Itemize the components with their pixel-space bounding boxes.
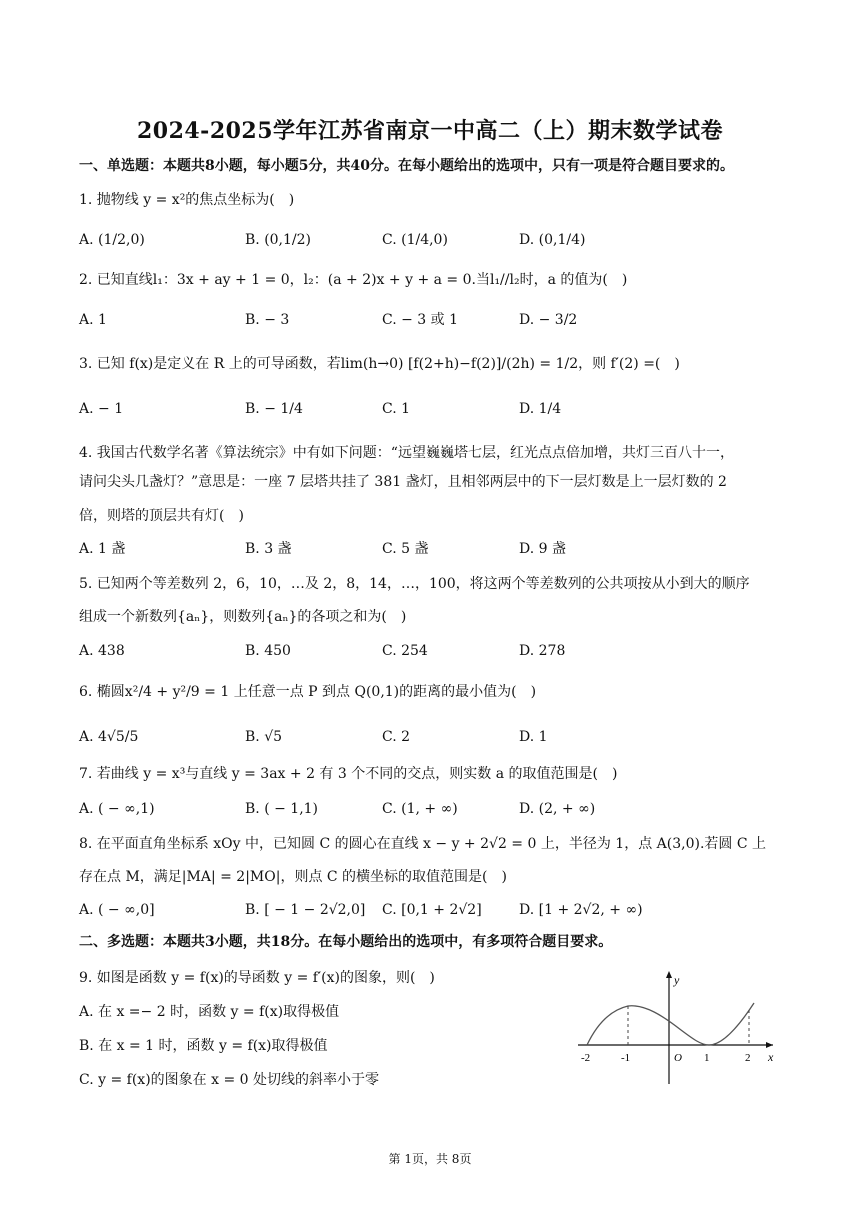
tick-label-2: 2	[745, 1052, 751, 1064]
question-8-option-a: A. ( − ∞,0]	[79, 902, 155, 918]
question-4-option-a: A. 1 盏	[79, 541, 126, 557]
page-title: 2024-2025学年江苏省南京一中高二（上）期末数学试卷	[136, 118, 724, 144]
question-3-option-b: B. − 1/4	[245, 401, 303, 417]
question-4-stem-line-3: 倍，则塔的顶层共有灯( )	[79, 508, 244, 524]
question-5-option-a: A. 438	[79, 643, 125, 659]
y-axis-label: y	[674, 973, 680, 987]
question-6-option-b: B. √5	[245, 729, 283, 745]
tick-label-1: 1	[704, 1052, 710, 1064]
question-2-stem: 2. 已知直线l₁：3x + ay + 1 = 0，l₂：(a + 2)x + y + a = 0.当l₁//l₂时，a 的值为( )	[79, 272, 628, 288]
question-2-option-a: A. 1	[79, 312, 107, 328]
question-7-option-a: A. ( − ∞,1)	[79, 801, 155, 817]
question-8-stem-line-2: 存在点 M，满足|MA| = 2|MO|，则点 C 的横坐标的取值范围是( )	[79, 869, 507, 885]
x-axis-label: x	[768, 1050, 774, 1064]
question-3-option-c: C. 1	[382, 401, 411, 417]
question-7-option-d: D. (2, + ∞)	[519, 801, 596, 817]
x-axis-arrow	[766, 1042, 773, 1048]
question-5-stem-line-2: 组成一个新数列{aₙ}，则数列{aₙ}的各项之和为( )	[79, 609, 407, 625]
question-7-option-b: B. ( − 1,1)	[245, 801, 319, 817]
question-8-stem-line-1: 8. 在平面直角坐标系 xOy 中，已知圆 C 的圆心在直线 x − y + 2√2 = 0 上，半径为 1，点 A(3,0).若圆 C 上	[79, 836, 767, 852]
origin-label: O	[674, 1052, 682, 1064]
question-2-option-d: D. − 3/2	[519, 312, 578, 328]
question-1-option-a: A. (1/2,0)	[79, 232, 145, 248]
question-3-option-d: D. 1/4	[519, 401, 562, 417]
question-1-option-c: C. (1/4,0)	[382, 232, 448, 248]
derivative-curve	[587, 1003, 754, 1045]
tick-label-minus-1: -1	[621, 1052, 631, 1064]
question-4-option-d: D. 9 盏	[519, 541, 566, 557]
question-5-stem-line-1: 5. 已知两个等差数列 2，6，10，…及 2，8，14，…，100，将这两个等差数列的公共项按从小到大的顺序	[79, 576, 750, 592]
page-footer: 第 1页，共 8页	[388, 1152, 472, 1166]
question-9-option-b: B. 在 x = 1 时，函数 y = f(x)取得极值	[79, 1038, 328, 1054]
question-6-option-c: C. 2	[382, 729, 411, 745]
question-6-option-d: D. 1	[519, 729, 548, 745]
question-4-stem-line-2: 请问尖头几盏灯？”意思是：一座 7 层塔共挂了 381 盏灯，且相邻两层中的下一层灯数是上一层灯数的 2	[79, 474, 727, 490]
question-9-option-a: A. 在 x =− 2 时，函数 y = f(x)取得极值	[79, 1004, 340, 1020]
question-9-option-c: C. y = f(x)的图象在 x = 0 处切线的斜率小于零	[79, 1072, 379, 1088]
section-heading-multiple-choice: 二、多选题：本题共3小题，共18分。在每小题给出的选项中，有多项符合题目要求。	[79, 934, 613, 950]
question-2-option-c: C. − 3 或 1	[382, 312, 459, 328]
question-8-option-c: C. [0,1 + 2√2]	[382, 902, 482, 918]
question-1-option-b: B. (0,1/2)	[245, 232, 312, 248]
question-4-option-b: B. 3 盏	[245, 541, 292, 557]
question-6-stem: 6. 椭圆x²/4 + y²/9 = 1 上任意一点 P 到点 Q(0,1)的距离的最小值为( )	[79, 684, 537, 700]
question-4-option-c: C. 5 盏	[382, 541, 429, 557]
question-5-option-c: C. 254	[382, 643, 428, 659]
y-axis-arrow	[666, 971, 672, 978]
question-2-option-b: B. − 3	[245, 312, 290, 328]
question-1-option-d: D. (0,1/4)	[519, 232, 586, 248]
question-5-option-d: D. 278	[519, 643, 566, 659]
question-3-stem: 3. 已知 f(x)是定义在 R 上的可导函数，若lim(h→0) [f(2+h)−f(2)]/(2h) = 1/2，则 f′(2) =( )	[79, 356, 680, 372]
question-7-stem: 7. 若曲线 y = x³与直线 y = 3ax + 2 有 3 个不同的交点，则实数 a 的取值范围是( )	[79, 766, 618, 782]
derivative-graph	[573, 966, 778, 1086]
question-4-stem-line-1: 4. 我国古代数学名著《算法统宗》中有如下问题：“远望巍巍塔七层，红光点点倍加增，共灯三百八十一，	[79, 445, 734, 461]
question-1-stem: 1. 抛物线 y = x²的焦点坐标为( )	[79, 192, 295, 208]
tick-label-minus-2: -2	[581, 1052, 591, 1064]
question-6-option-a: A. 4√5/5	[79, 729, 139, 745]
question-7-option-c: C. (1, + ∞)	[382, 801, 458, 817]
question-9-stem: 9. 如图是函数 y = f(x)的导函数 y = f′(x)的图象，则( )	[79, 970, 435, 986]
section-heading-single-choice: 一、单选题：本题共8小题，每小题5分，共40分。在每小题给出的选项中，只有一项是符合题目要求的。	[79, 158, 734, 174]
question-8-option-d: D. [1 + 2√2, + ∞)	[519, 902, 643, 918]
question-3-option-a: A. − 1	[79, 401, 124, 417]
question-5-option-b: B. 450	[245, 643, 291, 659]
question-8-option-b: B. [ − 1 − 2√2,0]	[245, 902, 366, 918]
